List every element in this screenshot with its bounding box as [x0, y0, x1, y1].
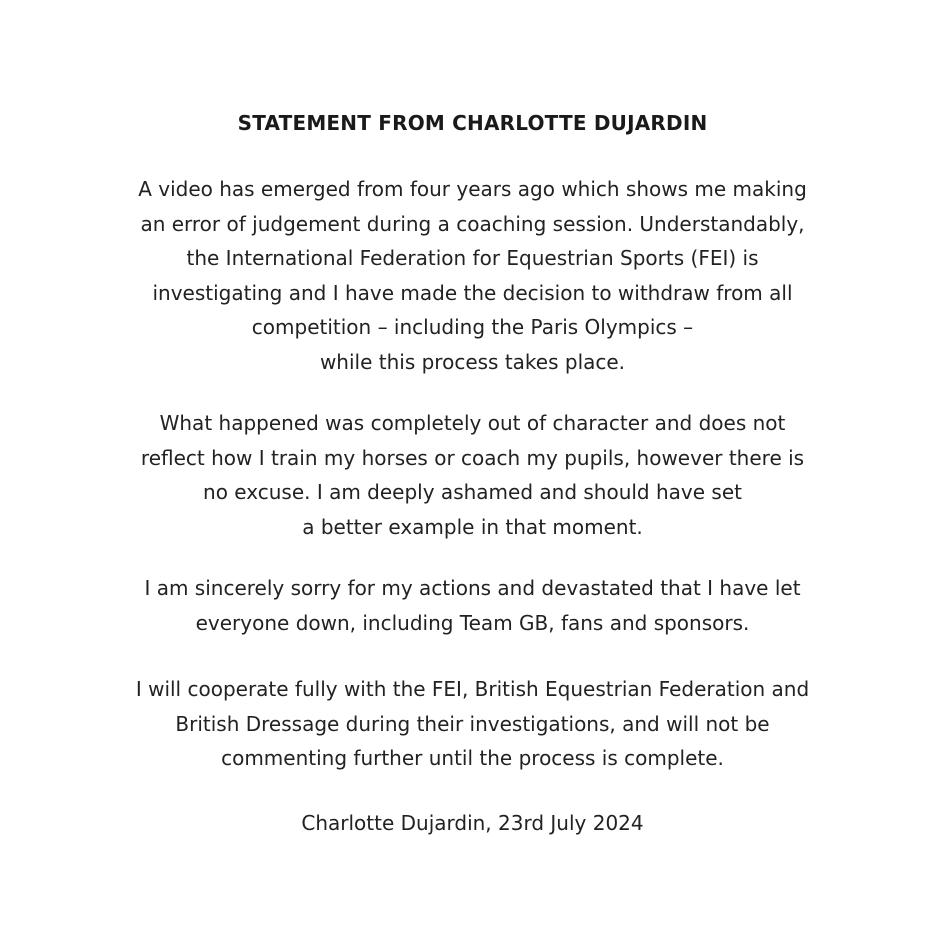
text-line: reflect how I train my horses or coach my pupils, however there is [140, 445, 805, 470]
text-line: A video has emerged from four years ago which shows me making [138, 177, 807, 201]
text-line: the International Federation for Equestrian Sports (FEI) is [186, 246, 759, 270]
text-line: a better example in that moment. [302, 514, 643, 539]
statement-paragraph-4 [0, 672, 945, 776]
statement-paragraph-2 [0, 406, 945, 544]
statement-paragraph-1 [0, 172, 945, 379]
statement-paragraph-3 [0, 571, 945, 640]
text-line: while this process takes place. [319, 349, 626, 374]
text-line: competition – including the Paris Olympics – [251, 315, 694, 339]
text-line: no excuse. I am deeply ashamed and should have set [203, 480, 742, 504]
text-line: I will cooperate fully with the FEI, British Equestrian Federation and [135, 677, 810, 701]
statement-signature: Charlotte Dujardin, 23rd July 2024 [301, 811, 644, 835]
text-line: I am sincerely sorry for my actions and devastated that I have let [144, 576, 801, 600]
text-line: everyone down, including Team GB, fans and sponsors. [195, 610, 750, 635]
text-line: investigating and I have made the decision to withdraw from all [152, 280, 793, 305]
text-line: an error of judgement during a coaching session. Understandably, [140, 211, 805, 236]
statement-title: STATEMENT FROM CHARLOTTE DUJARDIN [237, 111, 708, 135]
text-line: British Dressage during their investigations, and will not be [175, 711, 770, 736]
text-line: commenting further until the process is complete. [221, 746, 724, 770]
text-line: What happened was completely out of character and does not [159, 411, 786, 435]
